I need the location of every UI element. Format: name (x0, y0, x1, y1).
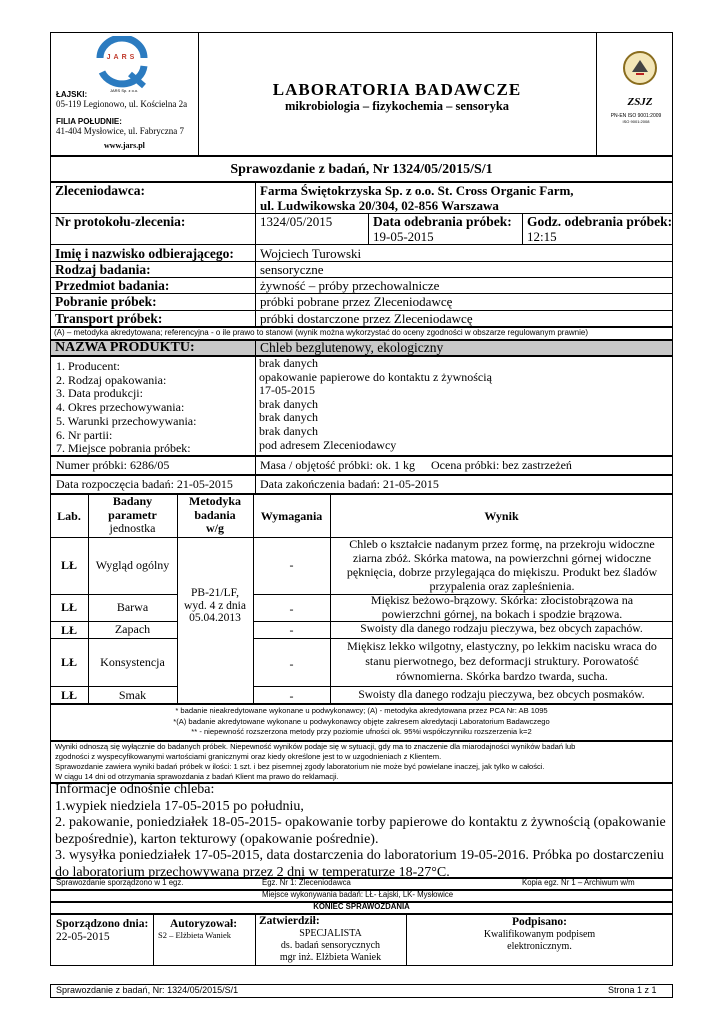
cert-norm: PN-EN ISO 9001:2009 (610, 113, 662, 119)
results-header-lab: Lab. (57, 509, 81, 523)
subject-value: żywność – próby przechowalnicze (260, 278, 440, 293)
product-field-label: 1. Producent: (56, 359, 120, 373)
authorized-name: S2 – Elżbieta Waniek (158, 930, 232, 940)
results-header-method: Metodyka (189, 494, 241, 508)
results-header-method: badania (194, 507, 236, 522)
footnote: *(A) badanie akredytowane wykonane u podwykonawcy objęte zakresem akredytacji Laboratorium Badawczego (173, 716, 550, 726)
copies-count: Sprawozdanie sporządzono w 1 egz. (56, 878, 184, 887)
method-date: 05.04.2013 (189, 612, 241, 624)
result-lab: LŁ (60, 600, 77, 614)
receiver-label: Imię i nazwisko odbierającego: (55, 246, 234, 261)
product-field-label: 4. Okres przechowywania: (56, 400, 185, 415)
footer-report-ref: Sprawozdanie z badań, Nr: 1324/05/2015/S/1 (56, 985, 239, 995)
archive-copy: Kopia egz. Nr 1 – Archiwum w/m (522, 878, 635, 887)
product-field-label: 7. Miejsce pobrania próbek: (56, 441, 191, 456)
results-header-requirements: Wymagania (260, 509, 323, 523)
receipt-time-label: Godz. odebrania próbek: (527, 214, 673, 229)
product-field-label: 5. Warunki przechowywania: (56, 413, 197, 428)
approver-title: SPECJALISTA (299, 928, 362, 939)
subject-label: Przedmiot badania: (55, 278, 170, 293)
results-header-result: Wynik (484, 509, 519, 523)
sampling-value: próbki pobrane przez Zleceniodawcę (260, 294, 453, 309)
info-item: 2. pakowanie, poniedziałek 18-05-2015- opakowanie torby papierowe do kontaktu z żywnością (opakowanie bezpośrednie), karton tekturowy (opakowanie pośrednie). (55, 815, 666, 847)
prepared-date: 22-05-2015 (56, 931, 110, 943)
product-field-value: brak danych (259, 396, 318, 411)
results-header-unit: jednostka (109, 521, 156, 535)
end-date: Data zakończenia badań: 21-05-2015 (260, 477, 439, 491)
receipt-time-value: 12:15 (527, 229, 557, 244)
disclaimer-text: Sprawozdanie zawiera wyniki badań próbek w ilości: 1 szt. i bez pisemnej zgody laboratorium nie może być powielane inaczej, jak tylko w całości. (55, 762, 545, 771)
lajski-address: 05-119 Legionowo, ul. Kościelna 2a (56, 99, 188, 109)
prepared-label: Sporządzono dnia: (56, 918, 149, 930)
info-item: 3. wysyłka poniedziałek 17-05-2015, data dostarczenia do laboratorium 19-05-2016. Próbka po dostarczeniu do laboratorium przechowywana przez 2 dni w temperaturze 18-27°C. (55, 848, 664, 880)
method-edition: wyd. 4 z dnia (184, 599, 246, 612)
jars-logo (92, 36, 152, 90)
authorized-label: Autoryzował: (170, 918, 238, 930)
footnote: * badanie nieakredytowane wykonane u podwykonawcy; (A) - metodyka akredytowana przez PCA Nr: AB 1095 (175, 706, 548, 715)
results-header-method: w/g (206, 521, 224, 535)
test-type-value: sensoryczne (260, 262, 324, 277)
result-req: - (289, 623, 294, 637)
jars-logo-sub: JARS Sp. z o.o. (110, 88, 139, 93)
result-lab: LŁ (60, 623, 77, 637)
start-date: Data rozpoczęcia badań: 21-05-2015 (56, 477, 233, 491)
copy-recipient: Egz. Nr 1: Zleceniodawca (262, 878, 351, 887)
result-lab: LŁ (60, 655, 77, 669)
disclaimer-text: W ciągu 14 dni od otrzymania sprawozdania z badań Klient ma prawo do reklamacji. (55, 772, 339, 781)
footer-page-number: Strona 1 z 1 (608, 985, 657, 995)
transport-value: próbki dostarczone przez Zleceniodawcę (260, 311, 473, 326)
disclaimer-text: Wyniki odnoszą się wyłącznie do badanych próbek. Niepewność wyników podaje się w sytuacji, gdy ma to znaczenie dla miarodajności wyników badań lub (55, 742, 576, 751)
signature-type: Kwalifikowanym podpisem (483, 929, 596, 940)
protocol-value: 1324/05/2015 (260, 214, 333, 229)
result-lab: LŁ (60, 688, 77, 702)
info-title: Informacje odnośnie chleba: (55, 782, 215, 797)
product-field-value: brak danych (259, 356, 318, 370)
receipt-date-value: 19-05-2015 (373, 229, 434, 244)
result-param: Wygląd ogólny (95, 558, 170, 572)
report-title: Sprawozdanie z badań, Nr 1324/05/2015/S/1 (230, 162, 493, 177)
lab-subtitle: mikrobiologia – fizykochemia – sensoryka (284, 99, 510, 113)
result-text: Swoisty dla danego rodzaju pieczywa, bez obcych posmaków. (358, 689, 645, 701)
result-text: Miękisz beżowo-brązowy. Skórka: złocistobrązowa na powierzchni górnej, na bokach i spodzie brązowa. (370, 593, 634, 621)
lab-title: LABORATORIA BADAWCZE (272, 80, 522, 99)
client-label: Zleceniodawca: (55, 183, 145, 198)
signature-type: elektronicznym. (507, 941, 572, 952)
result-text: Swoisty dla danego rodzaju pieczywa, bez obcych zapachów. (360, 623, 643, 635)
result-param: Zapach (114, 622, 151, 636)
result-req: - (289, 689, 294, 703)
disclaimer-text: zgodności z wyspecyfikowanymi wartościami granicznymi oraz kiedy określone jest to w uzgodnieniach z Klientem. (55, 752, 442, 761)
test-locations: Miejsce wykonywania badań: LŁ- Łajski, LK- Mysłowice (262, 890, 454, 899)
result-req: - (289, 657, 294, 671)
result-text: Chleb o kształcie nadanym przez formę, na przekroju widoczne ziarna zbóż. Skórka matowa, na powierzchni górnej widoczne pęknięcia, dobrze przylegająca do miękiszu. Produkt bez śladów przypalenia oraz zapleśnienia. (346, 537, 658, 593)
filia-address: 41-404 Mysłowice, ul. Fabryczna 7 (56, 126, 184, 136)
lajski-label: ŁAJSKI: (56, 90, 88, 99)
receipt-date-label: Data odebrania próbek: (373, 214, 512, 229)
product-field-label: 3. Data produkcji: (56, 386, 143, 401)
approver-role: ds. badań sensorycznych (280, 940, 381, 951)
result-text: Miękisz lekko wilgotny, elastyczny, po lekkim nacisku wraca do stanu pierwotnego, bez deformacji struktury. Porowatość równomierna. Skórka bardzo twarda, sucha. (347, 639, 657, 683)
result-param: Barwa (116, 600, 149, 614)
product-field-value: opakowanie papierowe do kontaktu z żywnością (259, 369, 492, 384)
sample-rating: Ocena próbki: bez zastrzeżeń (431, 458, 572, 472)
product-field-value: brak danych (259, 423, 318, 438)
result-req: - (289, 602, 294, 616)
protocol-label: Nr protokołu-zlecenia: (55, 214, 186, 229)
cert-logo-text: ZSJZ (627, 96, 653, 108)
result-lab: LŁ (60, 558, 77, 572)
receiver-value: Wojciech Turowski (260, 246, 362, 261)
footnote: ** - niepewność rozszerzona metody przy poziomie ufności ok. 95%i współczynniku rozszerzenia k=2 (191, 727, 532, 736)
product-field-value: pod adresem Zleceniodawcy (259, 437, 397, 452)
cert-logo (622, 50, 658, 86)
client-address: ul. Ludwikowska 20/304, 02-856 Warszawa (260, 198, 499, 213)
transport-label: Transport próbek: (55, 311, 163, 326)
end-of-report: KONIEC SPRAWOZDANIA (313, 902, 410, 911)
jars-logo-text: JARS (106, 54, 138, 61)
sample-mass: Masa / objętość próbki: ok. 1 kg (260, 458, 415, 472)
product-field-label: 6. Nr partii: (56, 427, 113, 442)
result-param: Konsystencja (100, 655, 165, 669)
approver-name: mgr inż. Elżbieta Waniek (279, 952, 382, 963)
sample-number: Numer próbki: 6286/05 (56, 458, 170, 472)
product-field-label: 2. Rodzaj opakowania: (56, 372, 167, 387)
cert-norm-2: ISO 9001:2008 (622, 119, 650, 124)
approved-label: Zatwierdził: (259, 915, 320, 927)
website-link[interactable]: www.jars.pl (104, 141, 145, 150)
results-header-param: parametr (108, 507, 157, 522)
test-type-label: Rodzaj badania: (55, 262, 151, 277)
results-header-param: Badany (112, 494, 153, 508)
product-field-value: 17-05-2015 (259, 383, 315, 398)
result-param: Smak (118, 688, 147, 702)
sampling-label: Pobranie próbek: (55, 294, 157, 309)
product-name: Chleb bezglutenowy, ekologiczny (260, 340, 444, 355)
signed-label: Podpisano: (512, 916, 567, 928)
product-field-value: brak danych (259, 410, 318, 425)
client-name: Farma Świętokrzyska Sp. z o.o. St. Cross Organic Farm, (260, 183, 574, 198)
info-item: 1.wypiek niedziela 17-05-2015 po południu, (55, 798, 304, 814)
method-code: PB-21/LF, (191, 587, 239, 599)
result-req: - (289, 558, 294, 572)
filia-label: FILIA POŁUDNIE: (56, 117, 122, 126)
accreditation-legend: (A) – metodyka akredytowana; referencyjna - o ile prawo to stanowi (wynik można wykorzystać do oceny zgodności w obszarze regulowanym prawnie) (54, 328, 589, 337)
product-header-label: NAZWA PRODUKTU: (55, 340, 195, 355)
